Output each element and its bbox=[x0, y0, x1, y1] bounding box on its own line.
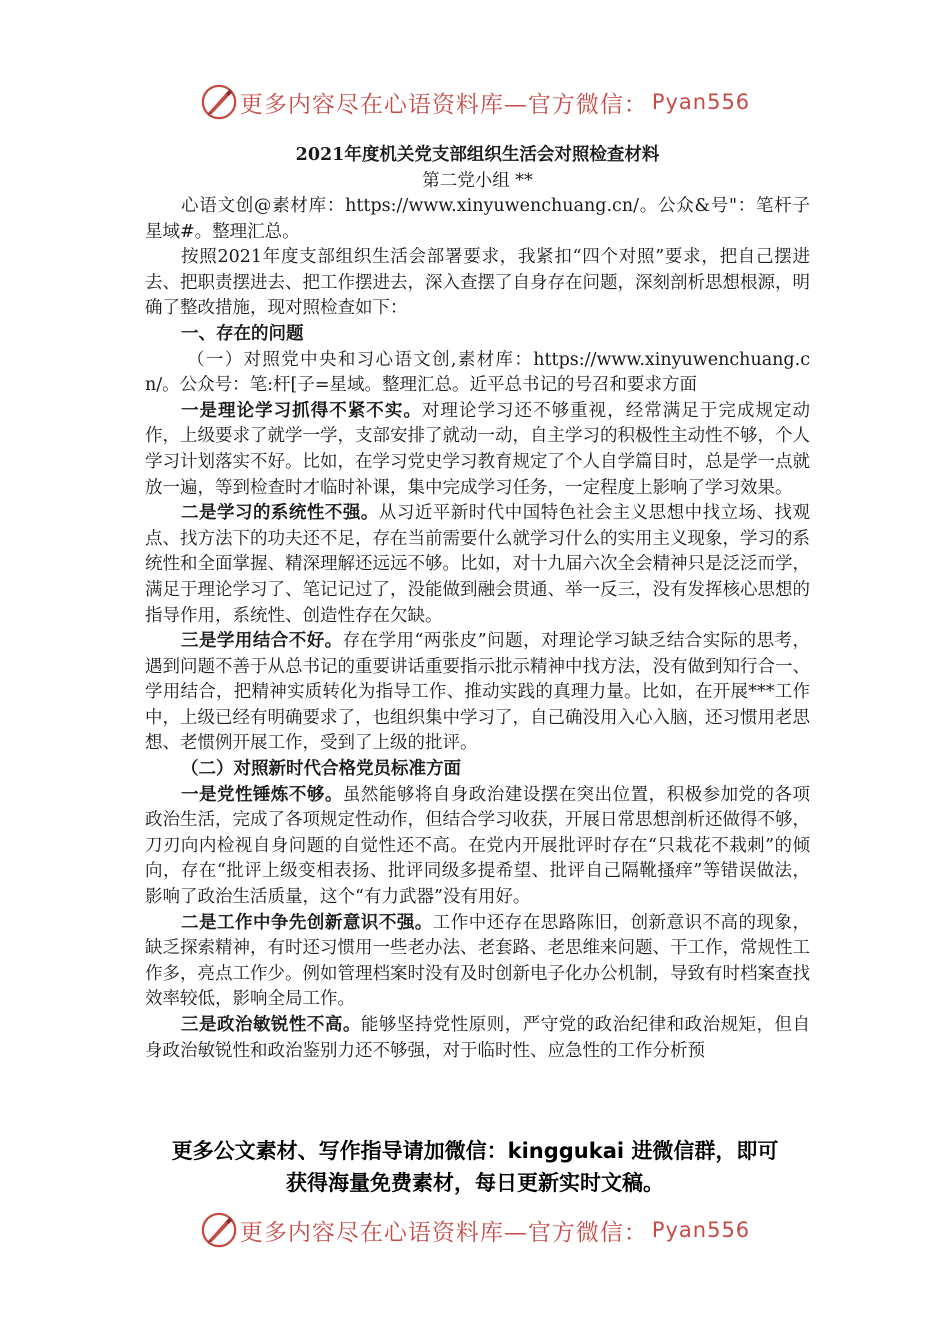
item-text: 能够坚持党性原则，严守党的政治纪律和政治规矩，但自身政治敏锐性和政治鉴别力还不够强，对于临时性、应急性的工作分析预 bbox=[145, 1015, 811, 1061]
section-heading: 一、存在的问题 bbox=[181, 323, 304, 344]
intro-paragraph: 按照2021年度支部组织生活会部署要求，我紧扣“四个对照”要求，把自己摆进去、把职责摆进去、把工作摆进去，深入查摆了自身存在问题，深刻剖析思想根源，明确了整改措施，现对照检查如下： bbox=[145, 247, 810, 319]
banner-text: 更多内容尽在心语资料库—官方微信： bbox=[239, 91, 648, 118]
paragraph-item bbox=[145, 911, 810, 1013]
banner-text: 更多内容尽在心语资料库—官方微信： bbox=[239, 1219, 648, 1246]
header-banner bbox=[0, 80, 950, 124]
footer-banner bbox=[0, 1208, 950, 1252]
document-subtitle: 第二党小组 ** bbox=[422, 171, 533, 191]
item-lead: 一是党性锤炼不够。 bbox=[181, 784, 343, 805]
paragraph-item bbox=[145, 783, 810, 911]
subsection-2-heading: （二）对照新时代合格党员标准方面 bbox=[181, 759, 461, 780]
item-lead: 三是政治敏锐性不高。 bbox=[181, 1015, 361, 1035]
document-title: 2021年度机关党支部组织生活会对照检查材料 bbox=[295, 145, 660, 165]
item-lead: 二是学习的系统性不强。 bbox=[181, 503, 379, 524]
item-lead: 二是工作中争先创新意识不强。 bbox=[181, 912, 433, 933]
item-text: 虽然能够将自身政治建设摆在突出位置，积极参加党的各项政治生活，完成了各项规定性动作，但结合学习收获，开展日常思想剖析还做得不够，刀刃向内检视自身问题的自觉性还不高。在党内开展批评时存在“只栽花不栽刺”的倾向，存在“批评上级变相表扬、批评同级多提希望、批评自己隔靴搔痒”等错误做法，影响了政治生活质量，这个“有力武器”没有用好。 bbox=[145, 784, 811, 908]
paragraph-item bbox=[145, 1013, 810, 1064]
banner-wechat-handle: Pyan556 bbox=[651, 90, 751, 114]
paragraph-item bbox=[145, 501, 810, 629]
pen-logo-icon bbox=[200, 1211, 238, 1249]
item-text: 对理论学习还不够重视，经常满足于完成规定动作，上级要求了就学一学，支部安排了就动一动，自主学习的积极性主动性不够，个人学习计划落实不好。比如，在学习党史学习教育规定了个人自学篇目时，总是学一点就放一遍，等到检查时才临时补课，集中完成学习任务，一定程度上影响了学习效果。 bbox=[145, 400, 811, 498]
promo-notice bbox=[0, 1135, 950, 1199]
item-text: 存在学用“两张皮”问题，对理论学习缺乏结合实际的思考，遇到问题不善于从总书记的重要讲话重要指示批示精神中找方法，没有做到知行合一、学用结合，把精神实质转化为指导工作、推动实践的真理力量。比如，在开展***工作中，上级已经有明确要求了，也组织集中学习了，自己确没用入心入脑，还习惯用老思想、老惯例开展工作，受到了上级的批评。 bbox=[145, 631, 810, 754]
banner-wechat-handle: Pyan556 bbox=[651, 1218, 751, 1242]
item-text: 工作中还存在思路陈旧，创新意识不高的现象，缺乏探索精神，有时还习惯用一些老办法、老套路、老思维来问题、干工作，常规性工作多，亮点工作少。例如管理档案时没有及时创新电子化办公机制，导致有时档案查找效率较低，影响全局工作。 bbox=[145, 912, 811, 1010]
item-text: 从习近平新时代中国特色社会主义思想中找立场、找观点、找方法下的功夫还不足，存在当前需要什么就学习什么的实用主义现象，学习的系统性和全面掌握、精深理解还远远不够。比如，对十九届六次全会精神只是泛泛而学，满足于理论学习了、笔记记过了，没能做到融会贯通、举一反三，没有发挥核心思想的指导作用，系统性、创造性存在欠缺。 bbox=[145, 503, 811, 626]
item-lead: 一是理论学习抓得不紧不实。 bbox=[181, 400, 422, 421]
pen-logo-icon bbox=[200, 83, 238, 121]
paragraph-item bbox=[145, 399, 810, 501]
paragraph-item bbox=[145, 629, 810, 757]
item-lead: 三是学用结合不好。 bbox=[181, 631, 343, 652]
intro-note: 心语文创@素材库：https://www.xinyuwenchuang.cn/。公众&号"：笔杆子星域#。整理汇总。 bbox=[145, 196, 810, 242]
document-body bbox=[145, 142, 810, 1064]
subsection-1-heading: （一）对照党中央和习心语文创,素材库：https://www.xinyuwenchuang.cn/。公众号：笔:杆[子=星域。整理汇总。近平总书记的号召和要求方面 bbox=[145, 349, 810, 396]
promo-line-2: 获得海量免费素材，每日更新实时文稿。 bbox=[286, 1171, 664, 1195]
promo-line-1: 更多公文素材、写作指导请加微信：kinggukai 进微信群，即可 bbox=[171, 1139, 779, 1163]
